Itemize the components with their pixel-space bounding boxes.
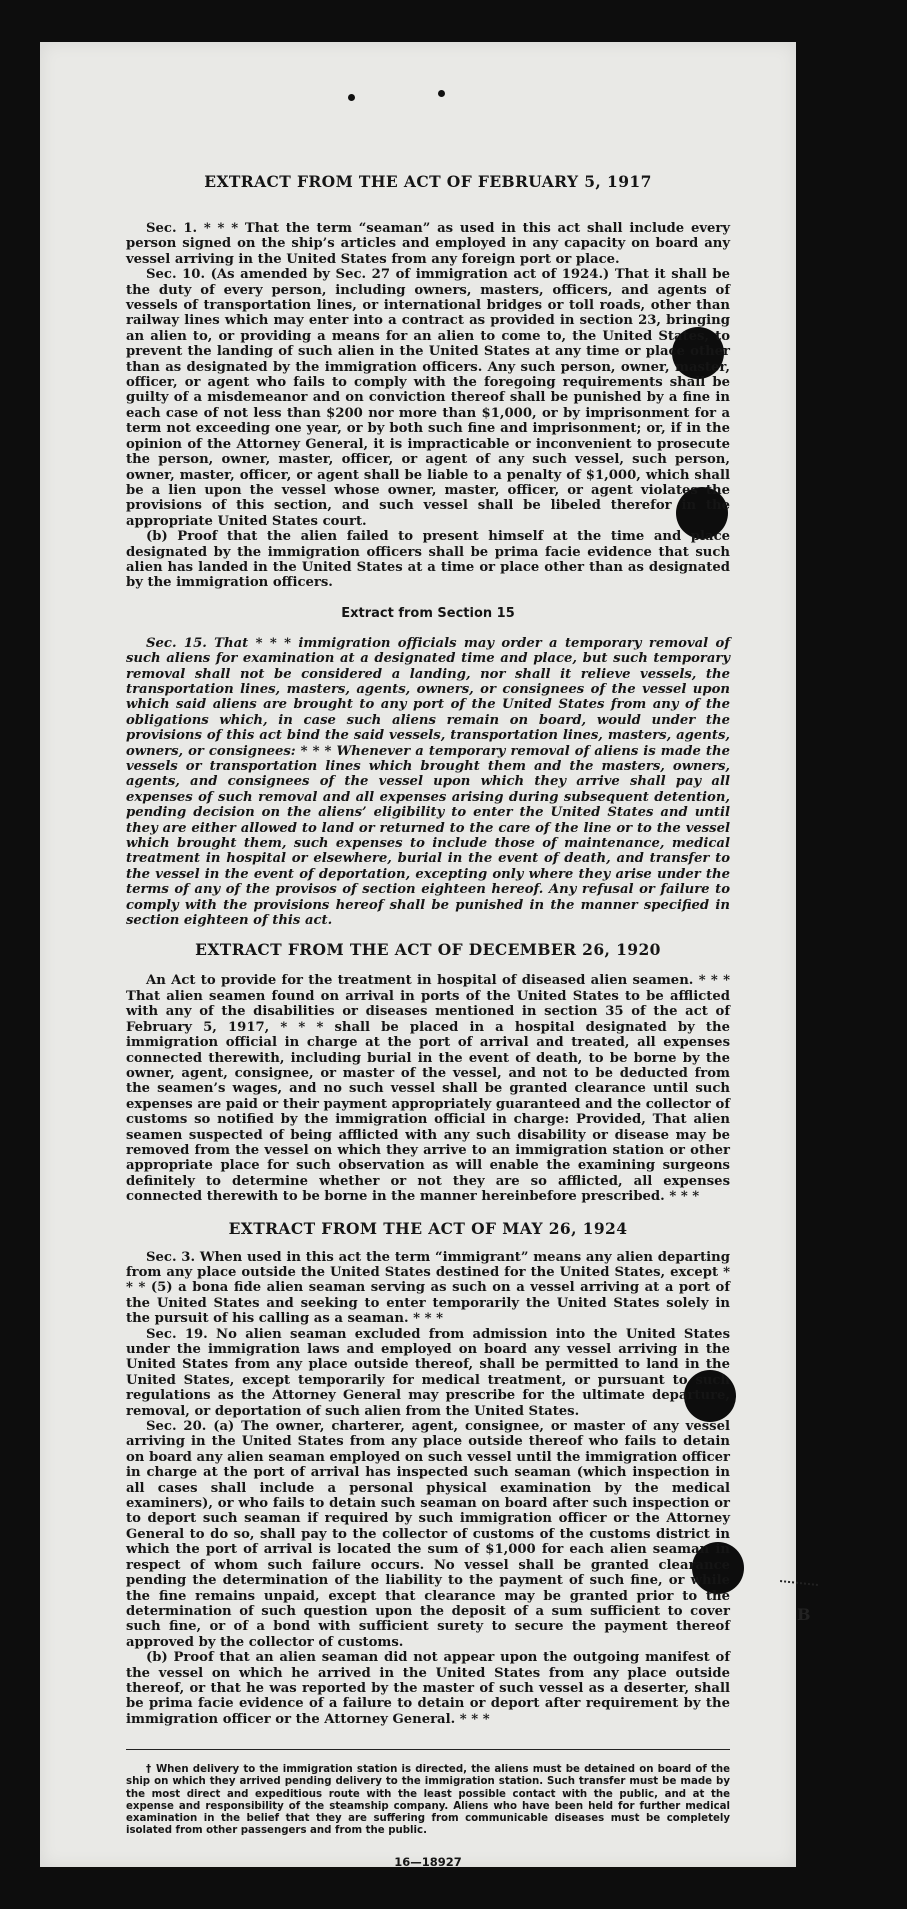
heading-act-1917: EXTRACT FROM THE ACT OF FEBRUARY 5, 1917 <box>204 172 652 191</box>
act-1920-text: An Act to provide for the treatment in hospital of diseased alien seamen. * * * That alien seamen found on arrival in ports of the United States to be afflicted with any of the disabilities or diseases mentioned in section 35 of the act of February 5, 1917, * * * shall be placed in a hospital designated by the immigration official in charge at the port of arrival and treated, all expenses connected therewith, including burial in the event of death, to be borne by the owner, agent, consignee, or master of the vessel, and not to be deducted from the seamen’s wages, and no such vessel shall be granted clearance until such expenses are paid or their payment appropriately guaranteed and the collector of customs so notified by the immigration official in charge: Provided, That alien seamen suspected of being afflicted with any such disability or disease may be removed from the vessel on which they arrive to an immigration station or other appropriate place for such observation as will enable the examining surgeons definitely to determine whether or not they are so afflicted, all expenses connected therewith to be borne in the manner hereinbefore prescribed. * * * <box>126 973 730 1205</box>
section-15-text: Sec. 15. That * * * immigration officials may order a temporary removal of such aliens for examination at a designated time and place, but such temporary removal shall not be considered a landing, nor shall it relieve vessels, the transportation lines, masters, agents, owners, or consignees of the vessel upon which said aliens are brought to any port of the United States from any of the obligations which, in case such aliens remain on board, would under the provisions of this act bind the said vessels, transportation lines, masters, agents, owners, or consignees: * * * Whenever a temporary removal of aliens is made the vessels or transportation lines which brought them and the masters, owners, agents, and consignees of the vessel upon which they arrive shall pay all expenses of such removal and all expenses arising during subsequent detention, pending decision on the aliens’ eligibility to enter the United States and until they are either allowed to land or returned to the care of the line or to the vessel which brought them, such expenses to include those of maintenance, medical treatment in hospital or elsewhere, burial in the event of death, and transfer to the vessel in the event of deportation, excepting only where they arise under the terms of any of the provisos of section eighteen hereof. Any refusal or failure to comply with the provisions hereof shall be punished in the manner specified in section eighteen of this act. <box>126 635 730 929</box>
heading-section-15: Extract from Section 15 <box>341 605 515 621</box>
act-1917-sec10: Sec. 10. (As amended by Sec. 27 of immigration act of 1924.) That it shall be the duty of every person, including owners, masters, officers, and agents of vessels of transportation lines, or international bridges or toll roads, other than railway lines which may enter into a contract as provided in section 23, bringing an alien to, or providing a means for an alien to come to, the United States, to prevent the landing of such alien in the United States at any time or place other than as designated by the immigration officers. Any such person, owner, master, officer, or agent who fails to comply with the foregoing requirements shall be guilty of a misdemeanor and on conviction thereof shall be punished by a fine in each case of not less than $200 nor more than $1,000, or by imprisonment for a term not exceeding one year, or by both such fine and imprisonment; or, if in the opinion of the Attorney General, it is impracticable or inconvenient to prosecute the person, owner, master, officer, or agent of any such vessel, such person, owner, master, officer, or agent shall be liable to a penalty of $1,000, which shall be a lien upon the vessel whose owner, master, officer, or agent violates the provisions of this section, and such vessel shall be libeled therefor in the appropriate United States court. <box>126 267 730 529</box>
document-text <box>126 172 730 1869</box>
footnote-divider <box>126 1749 730 1750</box>
margin-dotted-line <box>780 1580 818 1586</box>
act-1924-sec20b: (b) Proof that an alien seaman did not appear upon the outgoing manifest of the vessel on which he arrived in the United States from any place outside thereof, or that he was reported by the master of such vessel as a deserter, shall be prima facie evidence of a failure to detain or deport after requirement by the immigration officer or the Attorney General. * * * <box>126 1650 730 1727</box>
footnote: † When delivery to the immigration station is directed, the aliens must be detained on board of the ship on which they arrived pending delivery to the immigration station. Such transfer must be made by the most direct and expeditious route with the least possible contact with the public, and at the expense and responsibility of the steamship company. Aliens who have been held for further medical examination in the belief that they are suffering from communicable diseases must be completely isolated from other passengers and from the public. <box>126 1764 730 1837</box>
act-1917-sec10b: (b) Proof that the alien failed to present himself at the time and place designated by the immigration officers shall be prima facie evidence that such alien has landed in the United States at a time or place other than as designated by the immigration officers. <box>126 529 730 591</box>
act-1924-sec3: Sec. 3. When used in this act the term “immigrant” means any alien departing from any place outside the United States destined for the United States, except * * * (5) a bona fide alien seaman serving as such on a vessel arriving at a port of the United States and seeking to enter temporarily the United States solely in the pursuit of his calling as a seaman. * * * <box>126 1249 730 1327</box>
heading-act-1920: EXTRACT FROM THE ACT OF DECEMBER 26, 1920 <box>195 940 661 960</box>
staple-mark-left <box>348 94 355 101</box>
act-1917-sec1: Sec. 1. * * * That the term “seaman” as used in this act shall include every person signed on the ship’s articles and employed in any capacity on board any vessel arriving in the United States from any foreign port or place. <box>126 221 730 267</box>
print-number: 16—18927 <box>394 1855 462 1870</box>
heading-act-1924: EXTRACT FROM THE ACT OF MAY 26, 1924 <box>228 1218 628 1238</box>
staple-mark-right <box>438 90 445 97</box>
act-1924-sec20: Sec. 20. (a) The owner, charterer, agent, consignee, or master of any vessel arriving in the United States from any place outside thereof who fails to detain on board any alien seaman employed on such vessel until the immigration officer in charge at the port of arrival has inspected such seaman (which inspection in all cases shall include a personal physical examination by the medical examiners), or who fails to detain such seaman on board after such inspection or to deport such seaman if required by such immigration officer or the Attorney General to do so, shall pay to the collector of customs of the customs district in which the port of arrival is located the sum of $1,000 for each alien seaman in respect of whom such failure occurs. No vessel shall be granted clearance pending the determination of the liability to the payment of such fine, or while the fine remains unpaid, except that clearance may be granted prior to the determination of such question upon the deposit of a sum sufficient to cover such fine, or of a bond with sufficient surety to secure the payment thereof approved by the collector of customs. <box>126 1419 730 1650</box>
act-1924-sec19: Sec. 19. No alien seaman excluded from admission into the United States under the immigration laws and employed on board any vessel arriving in the United States from any place outside thereof, shall be permitted to land in the United States, except temporarily for medical treatment, or pursuant to such regulations as the Attorney General may prescribe for the ultimate departure, removal, or deportation of such alien from the United States. <box>126 1326 730 1419</box>
margin-mark: B <box>797 1605 811 1624</box>
